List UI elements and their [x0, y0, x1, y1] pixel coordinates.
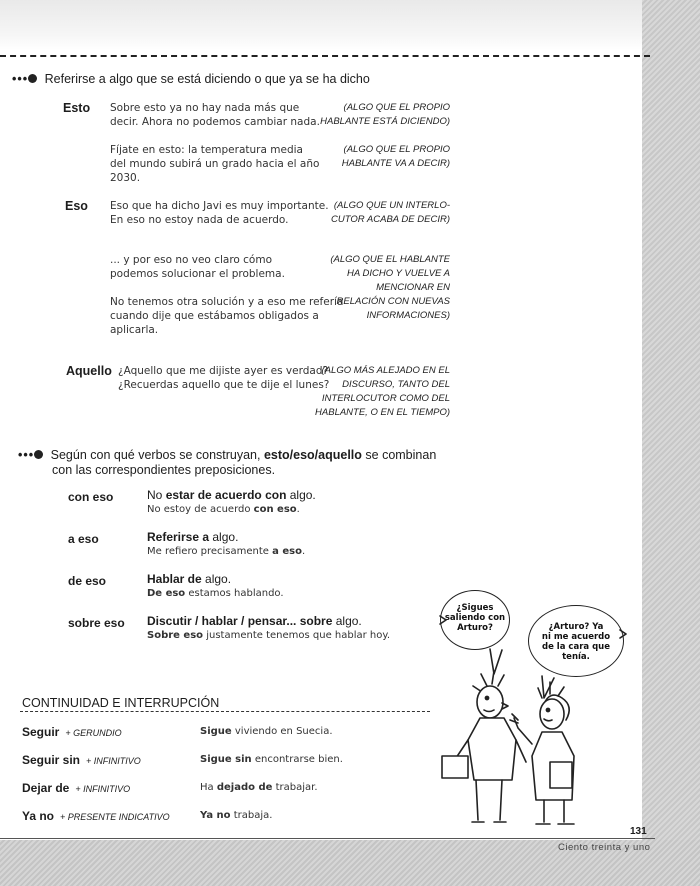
note-esto-2	[300, 143, 450, 171]
preposition-row	[68, 530, 408, 572]
note-line: DISCURSO, TANTO DEL	[342, 379, 450, 390]
footer-rule	[0, 838, 655, 839]
bullet-circle-icon	[28, 74, 37, 83]
speech-bubble-left: ¿Sigues saliendo con Arturo?	[440, 590, 510, 650]
section2-heading	[18, 448, 438, 478]
section2-heading-post: se combinan	[361, 448, 437, 462]
continuity-complement: + PRESENTE INDICATIVO	[60, 812, 170, 822]
preposition-table	[68, 488, 408, 656]
continuity-verb: Dejar de	[22, 781, 70, 795]
word-esto: Esto	[63, 101, 91, 115]
continuity-row	[22, 725, 362, 753]
continuity-row	[22, 781, 362, 809]
note-line: RELACIÓN CON NUEVAS	[336, 296, 450, 307]
example-line: cuando dije que estábamos obligados a aplicarla.	[110, 310, 319, 336]
preposition-example: De eso estamos hablando.	[147, 588, 284, 599]
example-line: ... y por eso no veo claro cómo	[110, 254, 273, 266]
note-line: HABLANTE ESTÁ DICIENDO)	[320, 116, 450, 127]
note-line: (ALGO QUE EL HABLANTE	[330, 254, 450, 265]
example-line: En eso no estoy nada de acuerdo.	[110, 214, 289, 226]
bullet-circle-icon	[34, 450, 43, 459]
bullet-dots: •••	[18, 448, 35, 462]
example-line: decir. Ahora no podemos cambiar nada.	[110, 116, 320, 128]
preposition-row	[68, 614, 408, 656]
continuity-row	[22, 809, 362, 837]
bullet-dots: •••	[12, 72, 29, 86]
note-line: (ALGO QUE UN INTERLO-	[333, 200, 450, 211]
preposition-rule: Hablar de algo.	[147, 572, 232, 586]
continuity-example: Sigue sin encontrarse bien.	[200, 754, 343, 765]
note-line: MENCIONAR EN	[376, 282, 450, 293]
example-line: Eso que ha dicho Javi es muy importante.	[110, 200, 329, 212]
section2-heading-line2: con las correspondientes preposiciones.	[52, 463, 276, 477]
page-number: 131	[630, 826, 647, 837]
page-right-shading	[642, 0, 700, 886]
preposition-row	[68, 488, 408, 530]
note-line: (ALGO QUE EL PROPIO	[343, 102, 450, 113]
cartoon-two-women-illustration	[432, 586, 632, 831]
note-aquello	[290, 364, 450, 420]
preposition-label: con eso	[68, 490, 114, 504]
continuity-verb: Seguir sin	[22, 753, 81, 767]
example-line: ¿Aquello que me dijiste ayer es verdad?	[118, 365, 329, 377]
continuity-complement: + INFINITIVO	[75, 784, 131, 794]
preposition-rule: Referirse a algo.	[147, 530, 239, 544]
example-eso-3	[110, 295, 355, 337]
section2-heading-pre: Según con qué verbos se construyan,	[50, 448, 264, 462]
continuity-verb: Ya no	[22, 809, 55, 823]
preposition-rule: Discutir / hablar / pensar... sobre algo.	[147, 614, 362, 628]
continuity-verb: Seguir	[22, 725, 60, 739]
note-eso-1	[300, 199, 450, 227]
continuity-table	[22, 725, 362, 837]
note-line: HA DICHO Y VUELVE A	[347, 268, 450, 279]
continuity-row	[22, 753, 362, 781]
preposition-rule: No estar de acuerdo con algo.	[147, 488, 316, 502]
note-line: (ALGO QUE EL PROPIO	[343, 144, 450, 155]
section1-heading-text: Referirse a algo que se está diciendo o que ya se ha dicho	[44, 72, 370, 86]
page-number-words: Ciento treinta y uno	[558, 842, 651, 853]
word-aquello: Aquello	[66, 364, 112, 378]
speech-bubble-right: ¿Arturo? Ya ni me acuerdo de la cara que tenía.	[528, 605, 624, 677]
note-line: HABLANTE, O EN EL TIEMPO)	[315, 407, 450, 418]
continuity-complement: + INFINITIVO	[86, 756, 141, 766]
section1-heading	[12, 72, 632, 87]
preposition-example: Me refiero precisamente a eso.	[147, 546, 306, 557]
note-line: (ALGO MÁS ALEJADO EN EL	[321, 365, 450, 376]
note-line: INFORMACIONES)	[366, 310, 450, 321]
word-eso: Eso	[65, 199, 88, 213]
preposition-label: sobre eso	[68, 616, 125, 630]
example-line: Sobre esto ya no hay nada más que	[110, 102, 300, 114]
top-dashed-rule	[0, 55, 650, 57]
preposition-example: No estoy de acuerdo con eso.	[147, 504, 300, 515]
preposition-label: a eso	[68, 532, 99, 546]
preposition-label: de eso	[68, 574, 107, 588]
continuity-complement: + GERUNDIO	[65, 728, 122, 738]
example-line: Fíjate en esto: la temperatura media	[110, 144, 303, 156]
note-esto-1	[300, 101, 450, 129]
note-line: INTERLOCUTOR COMO DEL	[321, 393, 450, 404]
section3-dashed-rule	[20, 711, 430, 712]
section2-heading-bold: esto/eso/aquello	[263, 448, 362, 462]
example-line: No tenemos otra solución y a eso me refería	[110, 296, 344, 308]
section3-heading: CONTINUIDAD E INTERRUPCIÓN	[22, 696, 220, 710]
continuity-example: Ha dejado de trabajar.	[200, 782, 318, 793]
example-line: podemos solucionar el problema.	[110, 268, 285, 280]
page-top-shading	[0, 0, 700, 50]
example-line: del mundo subirá un grado hacia el año 2030.	[110, 158, 320, 184]
example-line: ¿Recuerdas aquello que te dije el lunes?	[118, 379, 330, 391]
preposition-example: Sobre eso justamente tenemos que hablar hoy.	[147, 630, 391, 641]
continuity-example: Ya no trabaja.	[200, 810, 273, 821]
note-line: CUTOR ACABA DE DECIR)	[331, 214, 450, 225]
preposition-row	[68, 572, 408, 614]
continuity-example: Sigue viviendo en Suecia.	[200, 726, 333, 737]
note-line: HABLANTE VA A DECIR)	[341, 158, 450, 169]
